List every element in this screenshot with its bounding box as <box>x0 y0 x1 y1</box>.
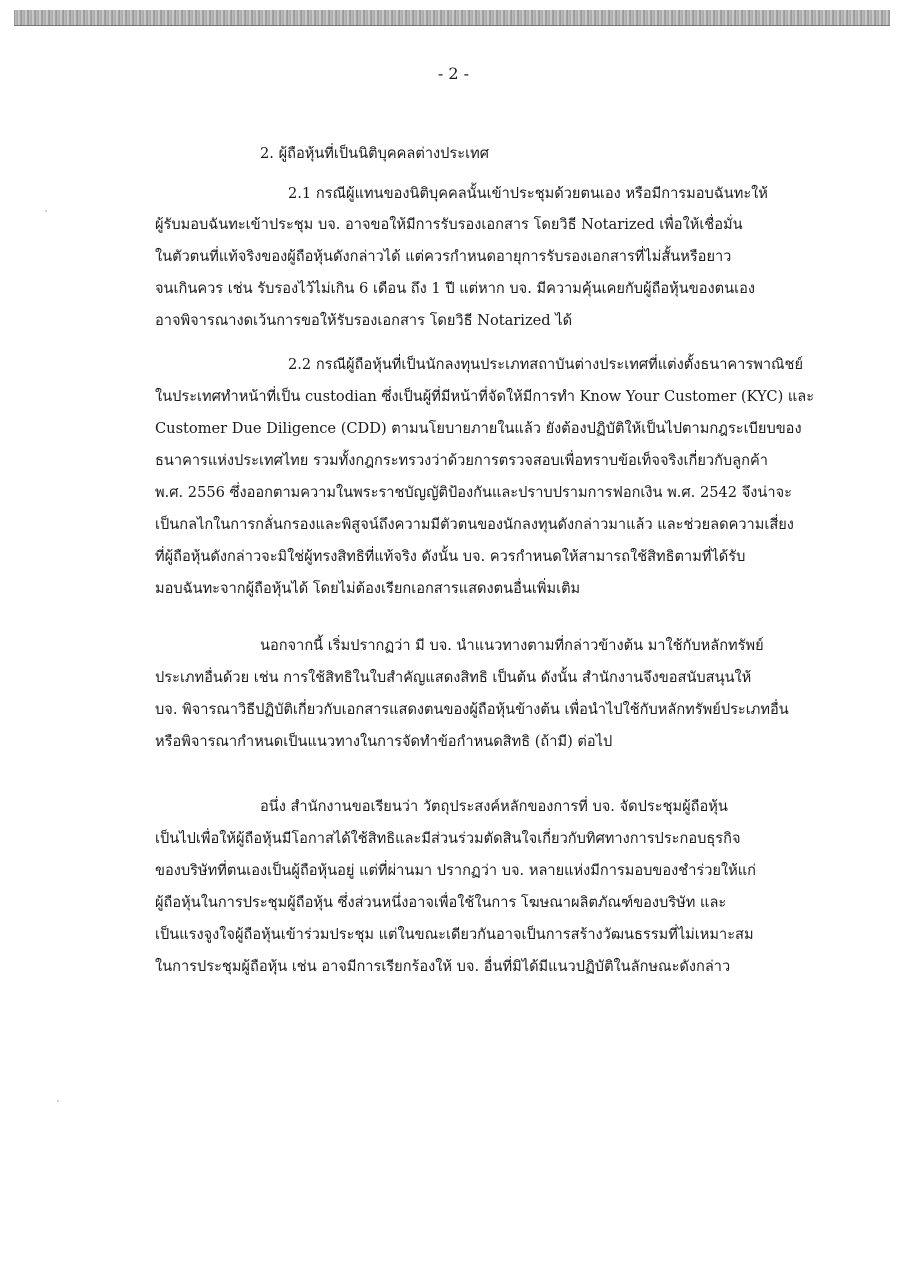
scan-speck <box>57 1100 59 1102</box>
paragraph-gifts-line: อนึ่ง สำนักงานขอเรียนว่า วัตถุประสงค์หลักของการที่ บจ. จัดประชุมผู้ถือหุ้น <box>260 798 728 815</box>
paragraph-other-line: ประเภทอื่นด้วย เช่น การใช้สิทธิในใบสำคัญแสดงสิทธิ เป็นต้น ดังนั้น สำนักงานจึงขอสนับสนุนให้ <box>155 669 752 686</box>
paragraph-2-2-line: 2.2 กรณีผู้ถือหุ้นที่เป็นนักลงทุนประเภทสถาบันต่างประเทศที่แต่งตั้งธนาคารพาณิชย์ <box>288 356 804 373</box>
paragraph-2-1-line: ในตัวตนที่แท้จริงของผู้ถือหุ้นดังกล่าวได้ แต่ควรกำหนดอายุการรับรองเอกสารที่ไม่สั้นหรือยาว <box>155 248 732 265</box>
paragraph-other-line: หรือพิจารณากำหนดเป็นแนวทางในการจัดทำข้อกำหนดสิทธิ (ถ้ามี) ต่อไป <box>155 733 613 750</box>
paragraph-gifts-line: เป็นไปเพื่อให้ผู้ถือหุ้นมีโอกาสได้ใช้สิทธิและมีส่วนร่วมตัดสินใจเกี่ยวกับทิศทางการประกอบธุรกิจ <box>155 830 741 847</box>
paragraph-2-1-line: 2.1 กรณีผู้แทนของนิติบุคคลนั้นเข้าประชุมด้วยตนเอง หรือมีการมอบฉันทะให้ <box>288 185 768 202</box>
paragraph-2-2-line: ที่ผู้ถือหุ้นดังกล่าวจะมิใช่ผู้ทรงสิทธิที่แท้จริง ดังนั้น บจ. ควรกำหนดให้สามารถใช้สิทธิตามที่ได้รับ <box>155 548 746 565</box>
paragraph-2-2-line: มอบฉันทะจากผู้ถือหุ้นได้ โดยไม่ต้องเรียกเอกสารแสดงตนอื่นเพิ่มเติม <box>155 580 581 597</box>
paragraph-gifts-line: เป็นแรงจูงใจผู้ถือหุ้นเข้าร่วมประชุม แต่ในขณะเดียวกันอาจเป็นการสร้างวัฒนธรรมที่ไม่เหมาะสม <box>155 926 754 943</box>
paragraph-2-1-line: อาจพิจารณางดเว้นการขอให้รับรองเอกสาร โดยวิธี Notarized ได้ <box>155 312 573 329</box>
paragraph-other-line: บจ. พิจารณาวิธีปฏิบัติเกี่ยวกับเอกสารแสดงตนของผู้ถือหุ้นข้างต้น เพื่อนำไปใช้กับหลักทรัพย์ประเภทอื่น <box>155 701 789 718</box>
paragraph-2-2-line: เป็นกลไกในการกลั่นกรองและพิสูจน์ถึงความมีตัวตนของนักลงทุนดังกล่าวมาแล้ว และช่วยลดความเสี่ยง <box>155 516 794 533</box>
scan-speck <box>45 210 47 212</box>
paragraph-2-2-line: พ.ศ. 2556 ซึ่งออกตามความในพระราชบัญญัติป้องกันและปราบปรามการฟอกเงิน พ.ศ. 2542 จึงน่าจะ <box>155 484 792 501</box>
paragraph-2-1-line: จนเกินควร เช่น รับรองไว้ไม่เกิน 6 เดือน ถึง 1 ปี แต่หาก บจ. มีความคุ้นเคยกับผู้ถือหุ้นของตนเอง <box>155 280 755 297</box>
paragraph-gifts-line: ผู้ถือหุ้นในการประชุมผู้ถือหุ้น ซึ่งส่วนหนึ่งอาจเพื่อใช้ในการ โฆษณาผลิตภัณฑ์ของบริษัท และ <box>155 894 727 911</box>
paragraph-other-line: นอกจากนี้ เริ่มปรากฏว่า มี บจ. นำแนวทางตามที่กล่าวข้างต้น มาใช้กับหลักทรัพย์ <box>260 637 764 654</box>
paragraph-2-2-line: ในประเทศทำหน้าที่เป็น custodian ซึ่งเป็นผู้ที่มีหน้าที่จัดให้มีการทำ Know Your Customer (KYC) และ <box>155 388 815 405</box>
paragraph-2-2-line: ธนาคารแห่งประเทศไทย รวมทั้งกฎกระทรวงว่าด้วยการตรวจสอบเพื่อทราบข้อเท็จจริงเกี่ยวกับลูกค้า <box>155 452 768 469</box>
page-number: - 2 - <box>437 64 470 83</box>
scan-edge-strip <box>14 10 890 26</box>
paragraph-gifts-line: ในการประชุมผู้ถือหุ้น เช่น อาจมีการเรียกร้องให้ บจ. อื่นที่มิได้มีแนวปฏิบัติในลักษณะดังกล่าว <box>155 958 731 975</box>
paragraph-2-2-line: Customer Due Diligence (CDD) ตามนโยบายภายในแล้ว ยังต้องปฏิบัติให้เป็นไปตามกฎระเบียบของ <box>155 420 802 437</box>
section-heading: 2. ผู้ถือหุ้นที่เป็นนิติบุคคลต่างประเทศ <box>260 145 489 162</box>
paragraph-2-1-line: ผู้รับมอบฉันทะเข้าประชุม บจ. อาจขอให้มีการรับรองเอกสาร โดยวิธี Notarized เพื่อให้เชื่อมั่น <box>155 216 743 233</box>
paragraph-gifts-line: ของบริษัทที่ตนเองเป็นผู้ถือหุ้นอยู่ แต่ที่ผ่านมา ปรากฏว่า บจ. หลายแห่งมีการมอบของชำร่วยให้แก่ <box>155 862 756 879</box>
